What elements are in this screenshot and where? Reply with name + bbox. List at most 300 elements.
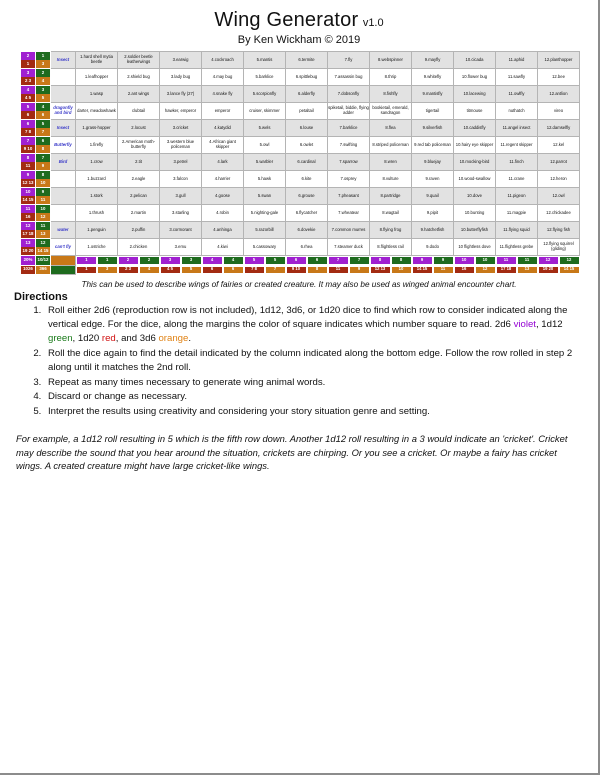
bottom-dice-cell bbox=[118, 256, 160, 266]
bottom-dice-left: 4 5 bbox=[160, 266, 181, 275]
chart-cell: cruiser, skimmer bbox=[244, 103, 286, 120]
bottom-dice-left: 9 bbox=[412, 256, 433, 265]
bottom-dice-cell bbox=[496, 265, 538, 275]
chart-cell: 10.hairy eye skipper bbox=[454, 137, 496, 154]
bottom-dice-right: 14 15 bbox=[559, 266, 580, 275]
chart-cell: 10.butterflyfish bbox=[454, 222, 496, 239]
chart-cell: 5.mantis bbox=[244, 52, 286, 69]
bottom-row-spacer bbox=[51, 265, 76, 275]
chart-cell: 1.penguin bbox=[76, 222, 118, 239]
bottom-dice-cell bbox=[160, 265, 202, 275]
bottom-dice-left: 4 bbox=[202, 256, 223, 265]
chart-cell: 12.damselfly bbox=[538, 120, 580, 137]
bottom-dice-right: 5 bbox=[181, 266, 202, 275]
bottom-dice-left: 6 bbox=[202, 266, 223, 275]
bottom-dice-cell bbox=[412, 265, 454, 275]
byline: By Ken Wickham © 2019 bbox=[237, 34, 361, 46]
dice-color-violet: violet bbox=[513, 318, 536, 330]
dice-red: 19 20 bbox=[21, 247, 35, 255]
bottom-dice-cell bbox=[202, 256, 244, 266]
dice-col-violet-red bbox=[21, 86, 36, 103]
bottom-dice-cell bbox=[370, 265, 412, 275]
dice-col-violet-red bbox=[21, 103, 36, 120]
chart-cell: 3.western blue policeman bbox=[160, 137, 202, 154]
chart-cell: 11.aphid bbox=[496, 52, 538, 69]
dice-violet: 12 bbox=[21, 222, 35, 230]
row-category-label: dragonfly and bird bbox=[51, 103, 76, 120]
chart-cell: 2.ant wings bbox=[118, 86, 160, 103]
dice-red: 9 10 bbox=[21, 145, 35, 153]
bottom-dice-cell bbox=[76, 265, 118, 275]
chart-cell: titmouse bbox=[454, 103, 496, 120]
chart-cell: 8.webspinner bbox=[370, 52, 412, 69]
chart-cell: 12.owl bbox=[538, 188, 580, 205]
chart-cell: 11.sawfly bbox=[496, 69, 538, 86]
row-category-label bbox=[51, 205, 76, 222]
row-category-label bbox=[51, 171, 76, 188]
dice-red: 6 bbox=[21, 111, 35, 119]
bottom-dice-cell bbox=[244, 256, 286, 266]
bottom-row-label: 366 bbox=[36, 265, 51, 275]
dice-red: 2 3 bbox=[21, 77, 35, 85]
chart-cell: 9.whitefly bbox=[412, 69, 454, 86]
bottom-dice-left: 8 bbox=[370, 256, 391, 265]
bottom-dice-right: 6 bbox=[307, 256, 328, 265]
table-row bbox=[21, 103, 580, 120]
bottom-dice-right: 10 bbox=[475, 256, 496, 265]
bottom-dice-right: 11 bbox=[517, 256, 538, 265]
chart-cell: 11.regent skipper bbox=[496, 137, 538, 154]
chart-cell: 3.starling bbox=[160, 205, 202, 222]
dice-col-green-orange bbox=[36, 239, 51, 256]
dice-col-green-orange bbox=[36, 154, 51, 171]
bottom-dice-left: 10 bbox=[454, 256, 475, 265]
table-row bbox=[21, 69, 580, 86]
chart-note: This can be used to describe wings of fairies or created creature. It may also be used as winged animal encounter chart. bbox=[81, 280, 517, 289]
bottom-dice-cell bbox=[496, 256, 538, 266]
chart-cell: 11.pigeon bbox=[496, 188, 538, 205]
row-category-label: Insect bbox=[51, 52, 76, 69]
bottom-dice-left: 16 bbox=[454, 266, 475, 275]
wing-chart-container bbox=[0, 51, 598, 275]
dice-violet: 11 bbox=[21, 205, 35, 213]
bottom-dice-right: 11 bbox=[433, 266, 454, 275]
chart-cell: 8.flying frog bbox=[370, 222, 412, 239]
dice-orange: 4 bbox=[36, 77, 50, 85]
dice-col-green-orange bbox=[36, 188, 51, 205]
dice-color-green: green bbox=[48, 332, 73, 344]
dice-color-orange: orange bbox=[158, 332, 189, 344]
chart-cell: 8.partridge bbox=[370, 188, 412, 205]
chart-cell: 9.dodo bbox=[412, 239, 454, 256]
chart-cell: 2.soldier beetle leatherwings bbox=[118, 52, 160, 69]
chart-cell: 7.sparrow bbox=[328, 154, 370, 171]
chart-cell: 8.wren bbox=[370, 154, 412, 171]
chart-cell: 2.eagle bbox=[118, 171, 160, 188]
bottom-dice-left: 12 13 bbox=[370, 266, 391, 275]
bottom-dice-cell bbox=[160, 256, 202, 266]
row-category-label bbox=[51, 69, 76, 86]
bottom-dice-left: 1 bbox=[76, 256, 97, 265]
chart-cell: 10.dove bbox=[454, 188, 496, 205]
chart-cell: 7.swifting bbox=[328, 137, 370, 154]
chart-cell: 10.cicada bbox=[454, 52, 496, 69]
chart-cell: 2.puffin bbox=[118, 222, 160, 239]
chart-cell: 11.finch bbox=[496, 154, 538, 171]
dice-green: 6 bbox=[36, 137, 50, 145]
dice-green: 8 bbox=[36, 171, 50, 179]
version-text: v1.0 bbox=[362, 17, 384, 29]
chart-cell: 9.raven bbox=[412, 171, 454, 188]
chart-cell: 12.flying squirrel (gliding) bbox=[538, 239, 580, 256]
chart-cell: 7.common murres bbox=[328, 222, 370, 239]
chart-cell: 1.thrush bbox=[76, 205, 118, 222]
table-row bbox=[21, 120, 580, 137]
chart-cell: 2.shield bug bbox=[118, 69, 160, 86]
chart-cell: 12.kel bbox=[538, 137, 580, 154]
chart-cell: 4.harrier bbox=[202, 171, 244, 188]
table-row bbox=[21, 222, 580, 239]
dice-red: 12 13 bbox=[21, 179, 35, 187]
bottom-dice-cell bbox=[412, 256, 454, 266]
chart-cell: 9.silverfish bbox=[412, 120, 454, 137]
chart-cell: 8.thrip bbox=[370, 69, 412, 86]
chart-cell: 11.flying squid bbox=[496, 222, 538, 239]
chart-cell: 5.wels bbox=[244, 120, 286, 137]
dice-orange: 13 bbox=[36, 230, 50, 238]
bottom-dice-right: 8 bbox=[307, 266, 328, 275]
chart-cell: 11.owlfly bbox=[496, 86, 538, 103]
dice-red: 4 5 bbox=[21, 94, 35, 102]
chart-cell: 7.steamer duck bbox=[328, 239, 370, 256]
chart-cell: 2.tit bbox=[118, 154, 160, 171]
chart-cell: 4.snake fly bbox=[202, 86, 244, 103]
bottom-dice-cell bbox=[370, 256, 412, 266]
dice-col-violet-red bbox=[21, 52, 36, 69]
dice-col-green-orange bbox=[36, 222, 51, 239]
dice-col-green-orange bbox=[36, 120, 51, 137]
dice-col-violet-red bbox=[21, 69, 36, 86]
direction-step: 3. Repeat as many times necessary to generate wing animal words. bbox=[44, 376, 580, 390]
chart-cell: 2.chicken bbox=[118, 239, 160, 256]
row-category-label: water bbox=[51, 222, 76, 239]
table-row bbox=[21, 205, 580, 222]
dice-violet: 7 bbox=[21, 137, 35, 145]
chart-cell: 8.flightless rail bbox=[370, 239, 412, 256]
direction-step: 5. Interpret the results using creativity and considering your story situation genre and setting. bbox=[44, 405, 580, 419]
chart-cell: 5.nighting-gale bbox=[244, 205, 286, 222]
chart-cell: 4.katydid bbox=[202, 120, 244, 137]
bottom-dice-right: 5 bbox=[265, 256, 286, 265]
bottom-dice-left: 7 bbox=[328, 256, 349, 265]
chart-cell: 10.bunting bbox=[454, 205, 496, 222]
chart-cell: tigertail bbox=[412, 103, 454, 120]
chart-cell: 9.red tab policeman bbox=[412, 137, 454, 154]
chart-cell: 4.may bug bbox=[202, 69, 244, 86]
dice-orange: 3 bbox=[36, 60, 50, 68]
chart-cell: 2.locust bbox=[118, 120, 160, 137]
chart-cell: 4.African giant skipper bbox=[202, 137, 244, 154]
chart-cell: 1.firefly bbox=[76, 137, 118, 154]
dice-col-violet-red bbox=[21, 205, 36, 222]
dice-red: 7 8 bbox=[21, 128, 35, 136]
bottom-dice-left: 2 3 bbox=[118, 266, 139, 275]
table-row bbox=[21, 86, 580, 103]
bottom-dice-left: 11 bbox=[496, 256, 517, 265]
dice-green: 2 bbox=[36, 69, 50, 77]
chart-cell: 11.angel insect bbox=[496, 120, 538, 137]
chart-cell: 3.cricket bbox=[160, 120, 202, 137]
chart-cell: 6.dovekie bbox=[286, 222, 328, 239]
dice-orange: 14 15 bbox=[36, 247, 50, 255]
bottom-dice-cell bbox=[538, 256, 580, 266]
bottom-row-label: 1026 bbox=[21, 265, 36, 275]
chart-cell: 1.buzzard bbox=[76, 171, 118, 188]
dice-violet: 13 bbox=[21, 239, 35, 247]
chart-cell: 3.cormorant bbox=[160, 222, 202, 239]
bottom-dice-cell bbox=[286, 265, 328, 275]
dice-col-green-orange bbox=[36, 205, 51, 222]
chart-cell: 1.hard shell mytia beetle bbox=[76, 52, 118, 69]
chart-cell: 10.flower bug bbox=[454, 69, 496, 86]
chart-cell: 8.fishfly bbox=[370, 86, 412, 103]
chart-cell: 12.bee bbox=[538, 69, 580, 86]
dice-col-violet-red bbox=[21, 137, 36, 154]
dice-orange: 11 bbox=[36, 196, 50, 204]
chart-cell: 7.dobsonfly bbox=[328, 86, 370, 103]
chart-cell: 5.razorbill bbox=[244, 222, 286, 239]
bottom-dice-cell bbox=[454, 265, 496, 275]
chart-cell: 5.warbler bbox=[244, 154, 286, 171]
chart-cell: 6.spittlebug bbox=[286, 69, 328, 86]
dice-red: 14 15 bbox=[21, 196, 35, 204]
chart-cell: 3.petrel bbox=[160, 154, 202, 171]
chart-cell: 2.martin bbox=[118, 205, 160, 222]
bottom-dice-row bbox=[21, 256, 580, 266]
dice-orange: 9 bbox=[36, 162, 50, 170]
dice-red: 17 18 bbox=[21, 230, 35, 238]
directions-heading: Directions bbox=[14, 291, 68, 303]
dice-violet: 8 bbox=[21, 154, 35, 162]
chart-cell: 7.osprey bbox=[328, 171, 370, 188]
document-header bbox=[0, 0, 598, 46]
chart-cell: 7.assassin bug bbox=[328, 69, 370, 86]
dice-col-green-orange bbox=[36, 86, 51, 103]
dice-green: 10 bbox=[36, 205, 50, 213]
row-category-label bbox=[51, 86, 76, 103]
row-category-label bbox=[51, 188, 76, 205]
dice-col-violet-red bbox=[21, 188, 36, 205]
dice-color-red: red bbox=[101, 332, 116, 344]
chart-cell: 10 flightless dove bbox=[454, 239, 496, 256]
chart-cell: 3.lady bug bbox=[160, 69, 202, 86]
dice-green: 1 bbox=[36, 52, 50, 60]
dice-green: 12 bbox=[36, 239, 50, 247]
chart-cell: 10.wood-swallow bbox=[454, 171, 496, 188]
chart-cell: 1.crow bbox=[76, 154, 118, 171]
chart-cell: 6.alderfly bbox=[286, 86, 328, 103]
chart-cell: 6.termite bbox=[286, 52, 328, 69]
bottom-dice-cell bbox=[328, 265, 370, 275]
chart-cell: bookietail, emerald, sandragon bbox=[370, 103, 412, 120]
chart-cell: 12.antlion bbox=[538, 86, 580, 103]
dice-violet: 4 bbox=[21, 86, 35, 94]
bottom-dice-right: 12 bbox=[559, 256, 580, 265]
chart-cell: 11.crane bbox=[496, 171, 538, 188]
bottom-row-spacer bbox=[51, 256, 76, 266]
bottom-dice-right: 2 bbox=[139, 256, 160, 265]
chart-cell: nuthatch bbox=[496, 103, 538, 120]
dice-violet: 10 bbox=[21, 188, 35, 196]
chart-cell: 6.grouse bbox=[286, 188, 328, 205]
chart-cell: petaltail bbox=[286, 103, 328, 120]
row-category-label: can't fly bbox=[51, 239, 76, 256]
chart-cell: 4.cockroach bbox=[202, 52, 244, 69]
chart-cell: spiketail, biddie, flying adder bbox=[328, 103, 370, 120]
chart-cell: 3.gull bbox=[160, 188, 202, 205]
chart-cell: 6.flycatcher bbox=[286, 205, 328, 222]
bottom-dice-left: 1 bbox=[76, 266, 97, 275]
chart-cell: 8.striped policeman bbox=[370, 137, 412, 154]
bottom-dice-right: 9 bbox=[433, 256, 454, 265]
bottom-dice-right: 6 bbox=[223, 266, 244, 275]
bottom-dice-left: 19 20 bbox=[538, 266, 559, 275]
chart-cell: 3.earwig bbox=[160, 52, 202, 69]
chart-cell: 1.stork bbox=[76, 188, 118, 205]
chart-cell: 5.cassowary bbox=[244, 239, 286, 256]
bottom-dice-right: 3 bbox=[97, 266, 118, 275]
dice-orange: 12 bbox=[36, 213, 50, 221]
chart-cell: 5.scorpionfly bbox=[244, 86, 286, 103]
chart-cell: 12.heron bbox=[538, 171, 580, 188]
dice-red: 11 bbox=[21, 162, 35, 170]
chart-cell: 10.caddisfly bbox=[454, 120, 496, 137]
chart-cell: 5.owl bbox=[244, 137, 286, 154]
chart-cell: 3.emu bbox=[160, 239, 202, 256]
chart-cell: 1.wasp bbox=[76, 86, 118, 103]
bottom-dice-right: 10 bbox=[391, 266, 412, 275]
bottom-dice-cell bbox=[328, 256, 370, 266]
bottom-dice-left: 11 bbox=[328, 266, 349, 275]
row-category-label: Bird bbox=[51, 154, 76, 171]
chart-cell: 1.grass-hopper bbox=[76, 120, 118, 137]
bottom-dice-row bbox=[21, 265, 580, 275]
chart-cell: hawker, emperor bbox=[160, 103, 202, 120]
bottom-dice-left: 7 8 bbox=[244, 266, 265, 275]
bottom-dice-cell bbox=[538, 265, 580, 275]
dice-violet: 9 bbox=[21, 171, 35, 179]
dice-col-violet-red bbox=[21, 222, 36, 239]
dice-col-green-orange bbox=[36, 69, 51, 86]
example-paragraph: For example, a 1d12 roll resulting in 5 which is the fifth row down. Another 1d12 roll resulting in a 3 would indicate an 'cricket'. Cricket may describe the sound that you hear around the situation, crickets are chirping. Or you see a cricket. Or maybe a fairy has cricket wings. A created creature might have large cricket-like wings. bbox=[16, 433, 568, 471]
chart-cell: 6.cardinal bbox=[286, 154, 328, 171]
chart-cell: 8.flea bbox=[370, 120, 412, 137]
chart-cell: 4.goose bbox=[202, 188, 244, 205]
chart-cell: 9.mantisfly bbox=[412, 86, 454, 103]
chart-cell: 12.parrot bbox=[538, 154, 580, 171]
chart-cell: 8.vulture bbox=[370, 171, 412, 188]
chart-cell: 3.lance fly (27) bbox=[160, 86, 202, 103]
bottom-dice-right: 13 bbox=[517, 266, 538, 275]
dice-col-green-orange bbox=[36, 52, 51, 69]
dice-green: 5 bbox=[36, 120, 50, 128]
chart-cell: 5.barklice bbox=[244, 69, 286, 86]
table-row bbox=[21, 171, 580, 188]
chart-cell: 10.lacewing bbox=[454, 86, 496, 103]
chart-cell: clubtail bbox=[118, 103, 160, 120]
dice-green: 3 bbox=[36, 86, 50, 94]
chart-cell: 7.wheatear bbox=[328, 205, 370, 222]
dice-col-green-orange bbox=[36, 171, 51, 188]
chart-cell: 9.pipit bbox=[412, 205, 454, 222]
chart-cell: 7.pheasant bbox=[328, 188, 370, 205]
dice-violet: 3 bbox=[21, 69, 35, 77]
dice-green: 11 bbox=[36, 222, 50, 230]
bottom-dice-left: 17 18 bbox=[496, 266, 517, 275]
bottom-dice-left: 2 bbox=[118, 256, 139, 265]
table-row bbox=[21, 137, 580, 154]
dice-col-violet-red bbox=[21, 171, 36, 188]
bottom-row-label: 10/12 bbox=[36, 256, 51, 266]
bottom-dice-right: 4 bbox=[139, 266, 160, 275]
bottom-dice-right: 4 bbox=[223, 256, 244, 265]
chart-cell: 6.kite bbox=[286, 171, 328, 188]
dice-red: 1 bbox=[21, 60, 35, 68]
chart-cell: 2.American moth-butterfly bbox=[118, 137, 160, 154]
bottom-dice-cell bbox=[118, 265, 160, 275]
table-row bbox=[21, 52, 580, 69]
chart-cell: 11.flightless grebe bbox=[496, 239, 538, 256]
dice-col-violet-red bbox=[21, 120, 36, 137]
chart-cell: 7.barklice bbox=[328, 120, 370, 137]
chart-cell: 9.bluejay bbox=[412, 154, 454, 171]
chart-cell: 12.chickadee bbox=[538, 205, 580, 222]
bottom-dice-right: 9 bbox=[349, 266, 370, 275]
bottom-dice-cell bbox=[202, 265, 244, 275]
chart-cell: 3.falcon bbox=[160, 171, 202, 188]
dice-green: 4 bbox=[36, 103, 50, 111]
chart-cell: 6.owlet bbox=[286, 137, 328, 154]
chart-cell: 8.wagtail bbox=[370, 205, 412, 222]
chart-cell: 4.anhinga bbox=[202, 222, 244, 239]
dice-violet: 2 bbox=[21, 52, 35, 60]
bottom-dice-left: 12 bbox=[538, 256, 559, 265]
direction-step: 2. Roll the dice again to find the detail indicated by the column indicated along the bottom edge. Follow the row rolled in step 2 along until it matches the 2nd roll. bbox=[44, 347, 580, 375]
direction-step: 1. Roll either 2d6 (reproduction row is not included), 1d12, 3d6, or 1d20 dice to find which row to consider indicated along the vertical edge. For the dice, along the margins the color of square indicates which number square to read. 2d6 violet, 1d12 green, 1d20 red, and 3d6 orange. bbox=[44, 304, 580, 346]
table-row bbox=[21, 239, 580, 256]
bottom-row-label: 20% bbox=[21, 256, 36, 266]
dice-col-green-orange bbox=[36, 103, 51, 120]
chart-cell: 4.kiwi bbox=[202, 239, 244, 256]
chart-cell: emperor bbox=[202, 103, 244, 120]
chart-cell: 1.ostriche bbox=[76, 239, 118, 256]
bottom-dice-left: 14 15 bbox=[412, 266, 433, 275]
chart-cell: vireo bbox=[538, 103, 580, 120]
dice-col-violet-red bbox=[21, 239, 36, 256]
chart-cell: 5.hawk bbox=[244, 171, 286, 188]
page-title bbox=[0, 9, 598, 32]
row-category-label: Butterfly bbox=[51, 137, 76, 154]
chart-cell: 4.robin bbox=[202, 205, 244, 222]
bottom-dice-left: 5 bbox=[244, 256, 265, 265]
chart-cell: 6.rhea bbox=[286, 239, 328, 256]
bottom-dice-right: 12 bbox=[475, 266, 496, 275]
bottom-dice-left: 6 bbox=[286, 256, 307, 265]
chart-cell: 12.flying fish bbox=[538, 222, 580, 239]
chart-cell: 10.mocking-bird bbox=[454, 154, 496, 171]
dice-orange: 5 bbox=[36, 94, 50, 102]
bottom-dice-left: 3 bbox=[160, 256, 181, 265]
